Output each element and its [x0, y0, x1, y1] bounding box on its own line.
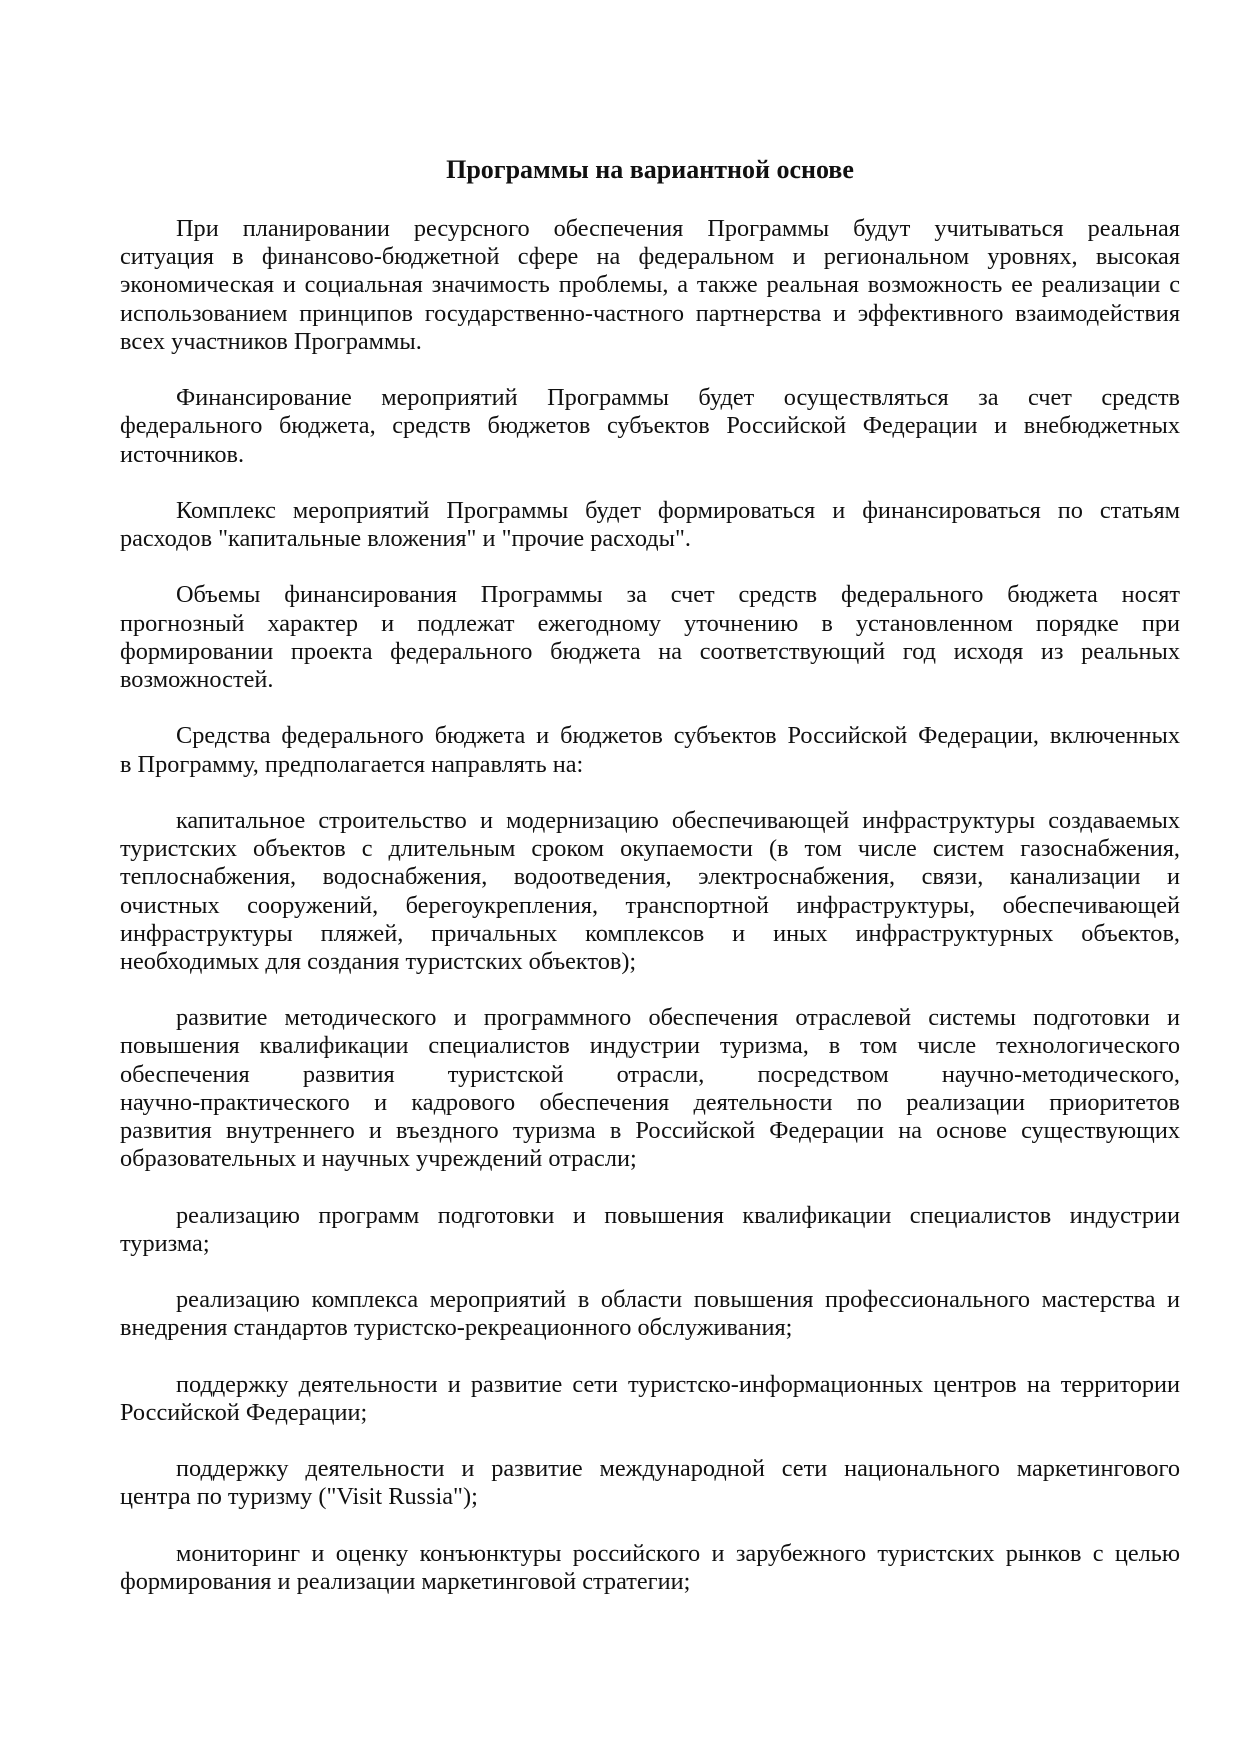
paragraph-line: туристских объектов с длительным сроком окупаемости (в том числе систем газоснабжения,	[120, 835, 1180, 863]
paragraph-line: образовательных и научных учреждений отрасли;	[120, 1145, 637, 1173]
paragraph-line: теплоснабжения, водоснабжения, водоотведения, электроснабжения, связи, канализации и	[120, 863, 1180, 891]
paragraph-line: развитие методического и программного обеспечения отраслевой системы подготовки и	[176, 1004, 1180, 1032]
paragraph-line: повышения квалификации специалистов индустрии туризма, в том числе технологического	[120, 1032, 1180, 1060]
paragraph-line: федерального бюджета, средств бюджетов субъектов Российской Федерации и внебюджетных	[120, 412, 1180, 440]
paragraph-line: научно-практического и кадрового обеспечения деятельности по реализации приоритетов	[120, 1088, 1180, 1116]
paragraph-line: мониторинг и оценку конъюнктуры российского и зарубежного туристских рынков с целью	[176, 1539, 1180, 1567]
paragraph	[120, 1004, 1180, 1173]
paragraph-line: Средства федерального бюджета и бюджетов субъектов Российской Федерации, включенных	[176, 722, 1180, 750]
paragraph	[120, 1540, 1180, 1596]
paragraph	[120, 497, 1180, 553]
paragraph	[120, 1286, 1180, 1342]
paragraph-line: развития внутреннего и въездного туризма в Российской Федерации на основе существующих	[120, 1117, 1180, 1144]
paragraph	[120, 807, 1180, 976]
paragraph-line: экономическая и социальная значимость проблемы, а также реальная возможность ее реализации с	[120, 271, 1180, 299]
paragraph-line: Финансирование мероприятий Программы будет осуществляться за счет средств	[176, 384, 1180, 412]
document-body	[120, 215, 1180, 1624]
paragraph-line: формировании проекта федерального бюджета на соответствующий год исходя из реальных	[120, 637, 1180, 665]
paragraph-line: обеспечения развития туристской отрасли, посредством научно-методического,	[120, 1060, 1180, 1088]
paragraph-line: поддержку деятельности и развитие международной сети национального маркетингового	[176, 1455, 1180, 1483]
paragraph-line: необходимых для создания туристских объектов);	[120, 947, 637, 975]
paragraph	[120, 581, 1180, 694]
paragraph-line: в Программу, предполагается направлять на:	[120, 750, 584, 778]
paragraph-line: поддержку деятельности и развитие сети туристско-информационных центров на территории	[176, 1370, 1180, 1398]
paragraph-line: использованием принципов государственно-частного партнерства и эффективного взаимодействия	[120, 299, 1180, 327]
paragraph	[120, 384, 1180, 469]
paragraph-line: расходов "капитальные вложения" и "прочие расходы".	[120, 525, 691, 553]
paragraph-line: Российской Федерации;	[120, 1398, 368, 1426]
paragraph-line: очистных сооружений, берегоукрепления, транспортной инфраструктуры, обеспечивающей	[120, 891, 1180, 919]
paragraph	[120, 1371, 1180, 1427]
paragraph-line: При планировании ресурсного обеспечения Программы будут учитываться реальная	[176, 215, 1180, 242]
paragraph-line: прогнозный характер и подлежат ежегодному уточнению в установленном порядке при	[120, 609, 1180, 637]
page-title: Программы на вариантной основе	[446, 155, 854, 184]
paragraph	[120, 215, 1180, 356]
paragraph-line: ситуация в финансово-бюджетной сфере на федеральном и региональном уровнях, высокая	[120, 243, 1180, 271]
paragraph	[120, 722, 1180, 778]
paragraph-line: всех участников Программы.	[120, 327, 422, 355]
paragraph-line: Комплекс мероприятий Программы будет формироваться и финансироваться по статьям	[176, 496, 1180, 524]
paragraph-line: туризма;	[120, 1229, 210, 1257]
paragraph-line: центра по туризму ("Visit Russia");	[120, 1483, 478, 1511]
paragraph-line: капитальное строительство и модернизацию обеспечивающей инфраструктуры создаваемых	[176, 806, 1180, 834]
paragraph-line: реализацию комплекса мероприятий в области повышения профессионального мастерства и	[176, 1286, 1180, 1314]
paragraph-line: инфраструктуры пляжей, причальных комплексов и иных инфраструктурных объектов,	[120, 919, 1180, 947]
paragraph-line: возможностей.	[120, 666, 274, 693]
paragraph	[120, 1455, 1180, 1511]
paragraph-line: источников.	[120, 440, 245, 468]
paragraph-line: формирования и реализации маркетинговой стратегии;	[120, 1568, 691, 1595]
paragraph-line: внедрения стандартов туристско-рекреационного обслуживания;	[120, 1314, 793, 1342]
paragraph	[120, 1202, 1180, 1258]
paragraph-line: Объемы финансирования Программы за счет средств федерального бюджета носят	[176, 581, 1180, 609]
paragraph-line: реализацию программ подготовки и повышения квалификации специалистов индустрии	[176, 1201, 1180, 1229]
